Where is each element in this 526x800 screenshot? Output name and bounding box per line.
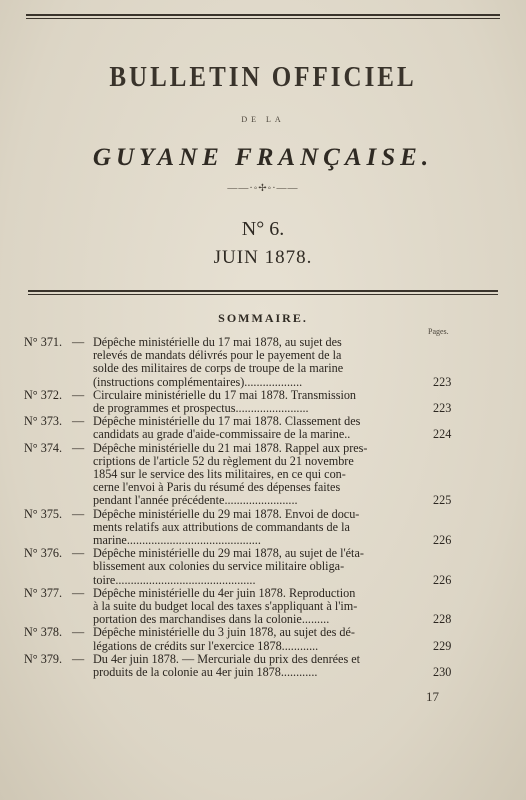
- entry-dash: —: [72, 585, 85, 600]
- sommaire-entry: [0, 389, 526, 415]
- de-la-label: DE LA: [241, 115, 285, 124]
- entry-line: blissement aux colonies du service militaire obliga-: [93, 560, 345, 574]
- entry-text: [93, 508, 428, 548]
- entry-line: Dépêche ministérielle du 17 mai 1878, au sujet des: [93, 336, 342, 349]
- entry-number: N° 372.: [24, 387, 63, 402]
- entry-line: Dépêche ministérielle du 3 juin 1878, au sujet des dé-: [93, 626, 355, 640]
- entry-page: 229: [433, 638, 452, 653]
- entry-page: 225: [433, 493, 452, 508]
- sommaire-entry: [0, 508, 526, 548]
- middle-rule: [28, 290, 498, 295]
- entry-page: 226: [433, 533, 452, 548]
- entry-number: N° 375.: [24, 506, 63, 521]
- sommaire-entries: [0, 336, 526, 679]
- entry-line: toire..............................................: [93, 573, 256, 587]
- entry-number: N° 373.: [24, 414, 63, 429]
- sommaire-entry: [0, 626, 526, 652]
- sommaire-entry: [0, 442, 526, 508]
- entry-number: N° 379.: [24, 651, 63, 666]
- entry-line: Dépêche ministérielle du 4er juin 1878. Reproduction: [93, 586, 356, 600]
- entry-line: solde des militaires de corps de troupe de la marine: [93, 362, 344, 376]
- sommaire-entry: [0, 653, 526, 679]
- entry-line: cerne l'envoi à Paris du résumé des dépenses faites: [93, 481, 341, 495]
- entry-number: N° 376.: [24, 546, 63, 561]
- entry-dash: —: [72, 506, 85, 521]
- entry-line: Dépêche ministérielle du 17 mai 1878. Classement des: [93, 415, 361, 429]
- entry-dash: —: [72, 335, 85, 349]
- sommaire-heading: SOMMAIRE.: [218, 311, 308, 325]
- entry-text: [93, 626, 428, 652]
- sommaire-entry: [0, 415, 526, 441]
- entry-dash: —: [72, 651, 85, 666]
- sommaire-entry: [0, 587, 526, 627]
- pages-column-label: Pages.: [428, 327, 449, 336]
- entry-number: N° 374.: [24, 440, 63, 455]
- entry-line: Dépêche ministérielle du 29 mai 1878, au sujet de l'éta-: [93, 547, 364, 561]
- entry-line: (instructions complémentaires)...................: [93, 375, 303, 389]
- issue-month: JUIN 1878.: [213, 247, 313, 268]
- entry-line: produits de la colonie au 4er juin 1878............: [93, 666, 318, 680]
- sommaire-entry: [0, 336, 526, 389]
- entry-line: Dépêche ministérielle du 29 mai 1878. Envoi de docu-: [93, 507, 360, 521]
- entry-line: à la suite du budget local des taxes s'appliquant à l'im-: [93, 600, 358, 614]
- entry-dash: —: [72, 387, 85, 402]
- entry-page: 226: [433, 572, 452, 587]
- entry-number: N° 377.: [24, 585, 63, 600]
- entry-number: N° 378.: [24, 625, 63, 640]
- entry-line: candidats au grade d'aide-commissaire de la marine..: [93, 428, 351, 442]
- entry-page: 224: [433, 427, 452, 442]
- entry-dash: —: [72, 625, 85, 640]
- entry-text: [93, 547, 428, 587]
- ornament-divider: ——·◦✢◦·——: [227, 183, 299, 194]
- entry-dash: —: [72, 440, 85, 455]
- entry-text: [93, 442, 428, 508]
- entry-text: [93, 415, 428, 441]
- entry-line: relevés de mandats délivrés pour le payement de la: [93, 349, 342, 363]
- entry-line: pendant l'année précédente........................: [93, 494, 298, 508]
- entry-number: N° 371.: [24, 335, 63, 349]
- bulletin-title: BULLETIN OFFICIEL: [109, 61, 417, 93]
- entry-dash: —: [72, 414, 85, 429]
- entry-page: 223: [433, 401, 452, 416]
- entry-line: de programmes et prospectus........................: [93, 402, 309, 416]
- sommaire-entry: [0, 547, 526, 587]
- entry-dash: —: [72, 546, 85, 561]
- page-folio: 17: [426, 689, 439, 704]
- entry-line: Dépêche ministérielle du 21 mai 1878. Rappel aux pres-: [93, 441, 368, 455]
- guyane-title: GUYANE FRANÇAISE.: [92, 144, 434, 171]
- entry-page: 228: [433, 612, 452, 627]
- entry-line: ments relatifs aux attributions de commandants de la: [93, 520, 350, 534]
- issue-number: N° 6.: [241, 218, 285, 240]
- entry-text: [93, 336, 428, 389]
- entry-page: 230: [433, 665, 452, 680]
- top-rule: [26, 14, 500, 19]
- entry-text: [93, 389, 428, 415]
- entry-text: [93, 587, 428, 627]
- entry-page: 223: [433, 374, 452, 389]
- entry-line: marine............................................: [93, 534, 261, 548]
- entry-line: légations de crédits sur l'exercice 1878............: [93, 639, 319, 653]
- entry-text: [93, 653, 428, 679]
- entry-line: Circulaire ministérielle du 17 mai 1878. Transmission: [93, 388, 357, 402]
- entry-line: 1854 sur le service des lits militaires, en ce qui con-: [93, 468, 346, 482]
- entry-line: Du 4er juin 1878. — Mercuriale du prix des denrées et: [93, 652, 361, 666]
- entry-line: portation des marchandises dans la colonie.........: [93, 613, 330, 627]
- entry-line: criptions de l'article 52 du règlement du 21 novembre: [93, 454, 354, 468]
